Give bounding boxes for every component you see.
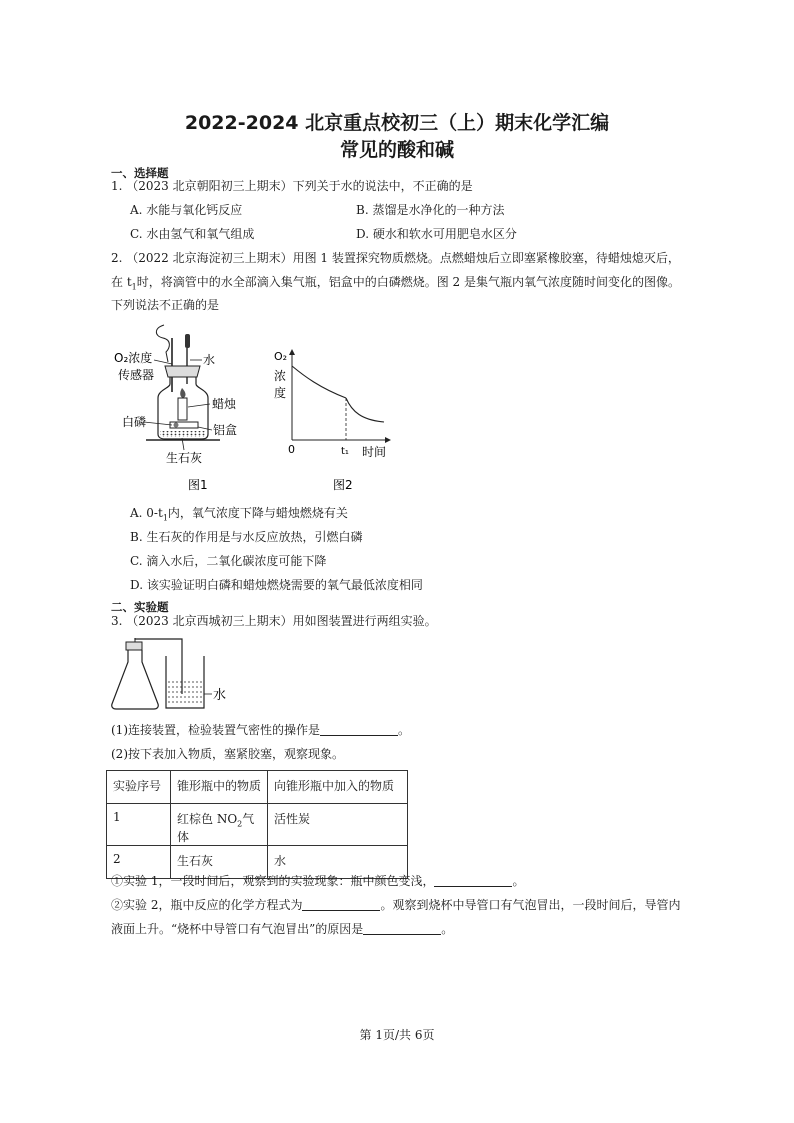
fig2-caption: 图2 <box>333 478 353 492</box>
fig2-ylabel-nong: 浓 <box>274 369 287 383</box>
table-header-cell: 实验序号 <box>107 771 171 804</box>
table-cell: 1 <box>107 804 171 846</box>
q2-option-a: A. $0-t_1$内，氧气浓度下降与蜡烛燃烧有关 <box>130 506 348 523</box>
q2-stem-line3: 下列说法不正确的是 <box>111 298 220 312</box>
q3-part2: (2)按下表加入物质，塞紧胶塞，观察现象。 <box>111 747 344 761</box>
figure1-apparatus <box>110 322 260 497</box>
fig1-label-water: 水 <box>203 353 216 367</box>
table-header-cell: 向锥形瓶中加入的物质 <box>268 771 408 804</box>
page-subtitle: 常见的酸和碱 <box>339 139 454 161</box>
q3-stem: 3. （2023 北京西城初三上期末）用如图装置进行两组实验。 <box>111 614 437 628</box>
q1-stem: 1. （2023 北京朝阳初三上期末）下列关于水的说法中，不正确的是 <box>111 179 473 193</box>
q3-sub2-line1: ②实验 2，瓶中反应的化学方程式为 。观察到烧杯中导管口有气泡冒出，一段时间后，导管内 <box>111 898 681 912</box>
q1-option-b: B. 蒸馏是水净化的一种方法 <box>356 203 505 217</box>
table-header-row <box>107 771 408 804</box>
fig1-label-sensor: 传感器 <box>118 368 155 382</box>
answer-blank-4[interactable] <box>363 922 441 935</box>
q1-option-a: A. 水能与氧化钙反应 <box>130 203 243 217</box>
answer-blank-2[interactable] <box>434 874 512 887</box>
experiment-table <box>106 770 408 879</box>
figure2-graph <box>270 348 400 496</box>
q2-stem-line2: 在 $t_1$时，将滴管中的水全部滴入集气瓶，铝盒中的白磷燃烧。图 2 是集气瓶内氧气浓度随时间变化的图像。 <box>111 275 681 292</box>
fig2-ylabel-o2: O₂ <box>274 350 288 363</box>
fig1-label-o2: O₂浓度 <box>114 351 153 365</box>
page-title: 2022-2024 北京重点校初三（上）期末化学汇编 <box>184 112 610 134</box>
table-cell: 红棕色 $NO_2$气体 <box>171 804 268 846</box>
fig2-xlabel: 时间 <box>362 445 387 459</box>
page-footer: 第 1页/共 6页 <box>359 1028 435 1042</box>
answer-blank-3[interactable] <box>302 898 380 911</box>
q1-option-c: C. 水由氢气和氧气组成 <box>130 227 255 241</box>
fig2-ylabel-du: 度 <box>274 386 287 400</box>
fig2-t1-label: t₁ <box>341 446 349 457</box>
table-cell: 2 <box>107 846 171 879</box>
figure3-apparatus <box>108 638 238 712</box>
q2-stem-line1: 2. （2022 北京海淀初三上期末）用图 1 装置探究物质燃烧。点燃蜡烛后立即塞紧橡胶塞，待蜡烛熄灭后， <box>111 251 680 265</box>
table-cell: 活性炭 <box>268 804 408 846</box>
fig2-origin: 0 <box>288 443 295 456</box>
table-row <box>107 804 408 846</box>
fig1-label-candle: 蜡烛 <box>212 397 237 411</box>
fig1-caption: 图1 <box>188 478 208 492</box>
q2-option-b: B. 生石灰的作用是与水反应放热，引燃白磷 <box>130 530 363 544</box>
q3-sub1: ①实验 1，一段时间后，观察到的实验现象：瓶中颜色变浅， 。 <box>111 874 525 888</box>
q2-option-d: D. 该实验证明白磷和蜡烛燃烧需要的氧气最低浓度相同 <box>130 578 423 592</box>
fig1-label-lime: 生石灰 <box>166 451 203 465</box>
table-cell: 水 <box>268 846 408 879</box>
section-heading-experiment: 二、实验题 <box>111 600 169 614</box>
q3-sub2-line2: 液面上升。“烧杯中导管口有气泡冒出”的原因是 。 <box>111 922 454 936</box>
table-cell: 生石灰 <box>171 846 268 879</box>
answer-blank-1[interactable] <box>320 723 398 736</box>
section-heading-choice: 一、选择题 <box>111 166 169 180</box>
fig1-label-box: 铝盒 <box>213 423 238 437</box>
q3-part1: (1)连接装置，检验装置气密性的操作是 。 <box>111 723 411 737</box>
fig3-label-water: 水 <box>213 688 227 703</box>
table-header-cell: 锥形瓶中的物质 <box>171 771 268 804</box>
fig1-label-phosphorus: 白磷 <box>122 415 147 429</box>
q1-option-d: D. 硬水和软水可用肥皂水区分 <box>356 227 517 241</box>
q2-option-c: C. 滴入水后，二氧化碳浓度可能下降 <box>130 554 327 568</box>
